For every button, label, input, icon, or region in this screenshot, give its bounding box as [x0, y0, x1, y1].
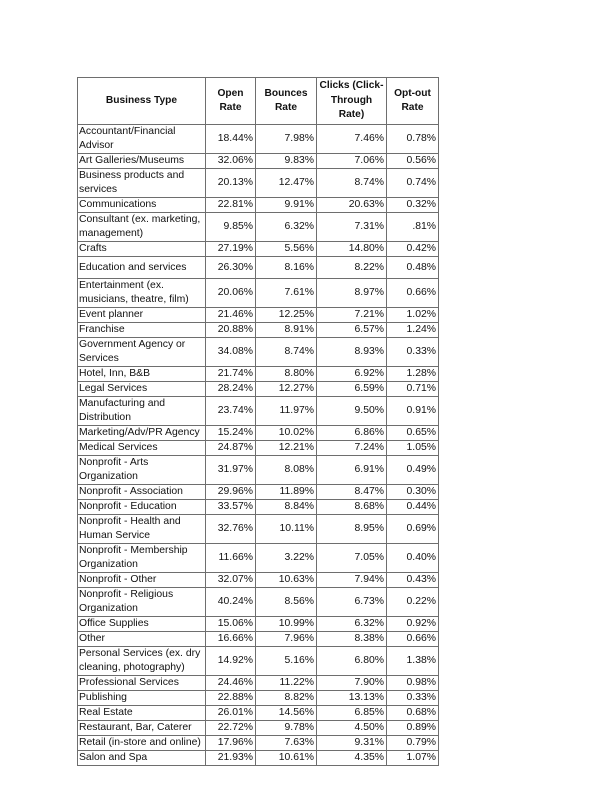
header-clicks-rate: Clicks (Click-Through Rate): [317, 78, 387, 125]
cell-opt-out-rate: 0.89%: [387, 721, 439, 736]
table-row: [78, 456, 439, 485]
cell-bounces-rate: 10.61%: [256, 751, 317, 766]
cell-business-type: Crafts: [78, 242, 206, 257]
cell-clicks-rate: 7.24%: [317, 441, 387, 456]
table-row: [78, 515, 439, 544]
cell-clicks-rate: 8.68%: [317, 500, 387, 515]
cell-opt-out-rate: 0.32%: [387, 198, 439, 213]
table-row: [78, 500, 439, 515]
cell-business-type: Nonprofit - Other: [78, 573, 206, 588]
cell-bounces-rate: 11.22%: [256, 676, 317, 691]
email-rates-table: [77, 77, 439, 766]
cell-open-rate: 32.76%: [206, 515, 256, 544]
cell-opt-out-rate: 0.91%: [387, 397, 439, 426]
cell-open-rate: 22.72%: [206, 721, 256, 736]
cell-open-rate: 22.81%: [206, 198, 256, 213]
table-row: [78, 323, 439, 338]
cell-clicks-rate: 6.85%: [317, 706, 387, 721]
cell-clicks-rate: 7.46%: [317, 125, 387, 154]
cell-clicks-rate: 8.97%: [317, 279, 387, 308]
table-row: [78, 125, 439, 154]
cell-business-type: Salon and Spa: [78, 751, 206, 766]
header-business-type: Business Type: [78, 78, 206, 125]
cell-business-type: Real Estate: [78, 706, 206, 721]
cell-clicks-rate: 8.93%: [317, 338, 387, 367]
table-row: [78, 308, 439, 323]
cell-bounces-rate: 11.89%: [256, 485, 317, 500]
cell-bounces-rate: 8.84%: [256, 500, 317, 515]
cell-clicks-rate: 7.94%: [317, 573, 387, 588]
cell-bounces-rate: 9.78%: [256, 721, 317, 736]
cell-opt-out-rate: .81%: [387, 213, 439, 242]
header-row: [78, 78, 439, 125]
cell-clicks-rate: 6.92%: [317, 367, 387, 382]
cell-open-rate: 18.44%: [206, 125, 256, 154]
table-row: [78, 426, 439, 441]
cell-bounces-rate: 12.47%: [256, 169, 317, 198]
table-row: [78, 257, 439, 279]
cell-bounces-rate: 14.56%: [256, 706, 317, 721]
cell-open-rate: 20.06%: [206, 279, 256, 308]
cell-open-rate: 24.87%: [206, 441, 256, 456]
cell-opt-out-rate: 0.79%: [387, 736, 439, 751]
cell-bounces-rate: 8.82%: [256, 691, 317, 706]
table-body: [78, 125, 439, 766]
cell-opt-out-rate: 1.05%: [387, 441, 439, 456]
cell-open-rate: 34.08%: [206, 338, 256, 367]
cell-opt-out-rate: 0.65%: [387, 426, 439, 441]
cell-bounces-rate: 3.22%: [256, 544, 317, 573]
cell-business-type: Franchise: [78, 323, 206, 338]
table-row: [78, 367, 439, 382]
cell-open-rate: 29.96%: [206, 485, 256, 500]
cell-business-type: Business products and services: [78, 169, 206, 198]
cell-opt-out-rate: 0.98%: [387, 676, 439, 691]
cell-business-type: Retail (in-store and online): [78, 736, 206, 751]
cell-clicks-rate: 8.95%: [317, 515, 387, 544]
cell-clicks-rate: 6.91%: [317, 456, 387, 485]
cell-open-rate: 21.46%: [206, 308, 256, 323]
table-row: [78, 676, 439, 691]
cell-clicks-rate: 7.90%: [317, 676, 387, 691]
table-row: [78, 721, 439, 736]
cell-open-rate: 40.24%: [206, 588, 256, 617]
cell-open-rate: 28.24%: [206, 382, 256, 397]
cell-business-type: Accountant/Financial Advisor: [78, 125, 206, 154]
cell-business-type: Other: [78, 632, 206, 647]
cell-clicks-rate: 6.32%: [317, 617, 387, 632]
cell-clicks-rate: 7.21%: [317, 308, 387, 323]
cell-open-rate: 22.88%: [206, 691, 256, 706]
cell-bounces-rate: 8.74%: [256, 338, 317, 367]
table-row: [78, 632, 439, 647]
cell-opt-out-rate: 0.43%: [387, 573, 439, 588]
cell-opt-out-rate: 0.69%: [387, 515, 439, 544]
cell-clicks-rate: 7.31%: [317, 213, 387, 242]
cell-bounces-rate: 9.91%: [256, 198, 317, 213]
cell-bounces-rate: 11.97%: [256, 397, 317, 426]
cell-opt-out-rate: 1.38%: [387, 647, 439, 676]
table-row: [78, 647, 439, 676]
cell-bounces-rate: 12.21%: [256, 441, 317, 456]
cell-business-type: Art Galleries/Museums: [78, 154, 206, 169]
cell-open-rate: 33.57%: [206, 500, 256, 515]
cell-bounces-rate: 5.16%: [256, 647, 317, 676]
table-row: [78, 338, 439, 367]
cell-clicks-rate: 4.50%: [317, 721, 387, 736]
cell-bounces-rate: 8.16%: [256, 257, 317, 279]
cell-open-rate: 11.66%: [206, 544, 256, 573]
cell-opt-out-rate: 1.02%: [387, 308, 439, 323]
cell-open-rate: 24.46%: [206, 676, 256, 691]
cell-opt-out-rate: 0.44%: [387, 500, 439, 515]
cell-clicks-rate: 6.73%: [317, 588, 387, 617]
header-opt-out-rate: Opt-out Rate: [387, 78, 439, 125]
table-row: [78, 544, 439, 573]
cell-business-type: Communications: [78, 198, 206, 213]
cell-business-type: Nonprofit - Religious Organization: [78, 588, 206, 617]
cell-bounces-rate: 10.63%: [256, 573, 317, 588]
cell-opt-out-rate: 0.92%: [387, 617, 439, 632]
cell-clicks-rate: 8.74%: [317, 169, 387, 198]
table-row: [78, 617, 439, 632]
cell-business-type: Personal Services (ex. dry cleaning, photography): [78, 647, 206, 676]
cell-bounces-rate: 6.32%: [256, 213, 317, 242]
cell-clicks-rate: 6.57%: [317, 323, 387, 338]
cell-bounces-rate: 8.08%: [256, 456, 317, 485]
cell-open-rate: 9.85%: [206, 213, 256, 242]
cell-bounces-rate: 5.56%: [256, 242, 317, 257]
cell-open-rate: 32.07%: [206, 573, 256, 588]
table-row: [78, 441, 439, 456]
table-row: [78, 154, 439, 169]
cell-business-type: Government Agency or Services: [78, 338, 206, 367]
header-bounces-rate: Bounces Rate: [256, 78, 317, 125]
cell-clicks-rate: 14.80%: [317, 242, 387, 257]
cell-business-type: Medical Services: [78, 441, 206, 456]
cell-clicks-rate: 6.80%: [317, 647, 387, 676]
table-row: [78, 736, 439, 751]
cell-clicks-rate: 4.35%: [317, 751, 387, 766]
cell-clicks-rate: 7.05%: [317, 544, 387, 573]
cell-open-rate: 26.01%: [206, 706, 256, 721]
cell-open-rate: 31.97%: [206, 456, 256, 485]
cell-clicks-rate: 13.13%: [317, 691, 387, 706]
table-row: [78, 213, 439, 242]
table-row: [78, 588, 439, 617]
cell-opt-out-rate: 0.33%: [387, 691, 439, 706]
table-row: [78, 691, 439, 706]
table-row: [78, 706, 439, 721]
cell-opt-out-rate: 0.42%: [387, 242, 439, 257]
cell-bounces-rate: 12.25%: [256, 308, 317, 323]
cell-business-type: Entertainment (ex. musicians, theatre, film): [78, 279, 206, 308]
cell-opt-out-rate: 0.66%: [387, 632, 439, 647]
cell-clicks-rate: 7.06%: [317, 154, 387, 169]
cell-business-type: Hotel, Inn, B&B: [78, 367, 206, 382]
cell-bounces-rate: 7.61%: [256, 279, 317, 308]
cell-open-rate: 16.66%: [206, 632, 256, 647]
cell-clicks-rate: 6.59%: [317, 382, 387, 397]
cell-bounces-rate: 12.27%: [256, 382, 317, 397]
table-header: [78, 78, 439, 125]
cell-open-rate: 17.96%: [206, 736, 256, 751]
cell-business-type: Nonprofit - Arts Organization: [78, 456, 206, 485]
cell-open-rate: 14.92%: [206, 647, 256, 676]
table-row: [78, 397, 439, 426]
cell-opt-out-rate: 1.07%: [387, 751, 439, 766]
cell-business-type: Event planner: [78, 308, 206, 323]
cell-open-rate: 20.13%: [206, 169, 256, 198]
cell-clicks-rate: 9.31%: [317, 736, 387, 751]
cell-business-type: Education and services: [78, 257, 206, 279]
cell-business-type: Nonprofit - Membership Organization: [78, 544, 206, 573]
table-row: [78, 751, 439, 766]
cell-clicks-rate: 9.50%: [317, 397, 387, 426]
cell-clicks-rate: 6.86%: [317, 426, 387, 441]
cell-business-type: Nonprofit - Education: [78, 500, 206, 515]
cell-opt-out-rate: 0.48%: [387, 257, 439, 279]
cell-opt-out-rate: 0.68%: [387, 706, 439, 721]
table-row: [78, 279, 439, 308]
cell-open-rate: 27.19%: [206, 242, 256, 257]
cell-opt-out-rate: 0.33%: [387, 338, 439, 367]
cell-business-type: Manufacturing and Distribution: [78, 397, 206, 426]
cell-opt-out-rate: 0.66%: [387, 279, 439, 308]
cell-business-type: Legal Services: [78, 382, 206, 397]
cell-open-rate: 15.24%: [206, 426, 256, 441]
cell-business-type: Nonprofit - Health and Human Service: [78, 515, 206, 544]
cell-bounces-rate: 10.99%: [256, 617, 317, 632]
cell-open-rate: 26.30%: [206, 257, 256, 279]
cell-opt-out-rate: 0.71%: [387, 382, 439, 397]
cell-bounces-rate: 7.98%: [256, 125, 317, 154]
cell-opt-out-rate: 0.22%: [387, 588, 439, 617]
cell-opt-out-rate: 0.74%: [387, 169, 439, 198]
cell-bounces-rate: 7.63%: [256, 736, 317, 751]
cell-business-type: Publishing: [78, 691, 206, 706]
cell-opt-out-rate: 0.40%: [387, 544, 439, 573]
table-row: [78, 198, 439, 213]
cell-business-type: Restaurant, Bar, Caterer: [78, 721, 206, 736]
cell-clicks-rate: 8.38%: [317, 632, 387, 647]
table-row: [78, 382, 439, 397]
cell-bounces-rate: 8.56%: [256, 588, 317, 617]
table-row: [78, 485, 439, 500]
cell-clicks-rate: 8.22%: [317, 257, 387, 279]
table-row: [78, 242, 439, 257]
cell-opt-out-rate: 0.30%: [387, 485, 439, 500]
cell-open-rate: 32.06%: [206, 154, 256, 169]
cell-open-rate: 21.93%: [206, 751, 256, 766]
cell-opt-out-rate: 0.78%: [387, 125, 439, 154]
cell-business-type: Office Supplies: [78, 617, 206, 632]
cell-business-type: Marketing/Adv/PR Agency: [78, 426, 206, 441]
cell-business-type: Nonprofit - Association: [78, 485, 206, 500]
cell-open-rate: 21.74%: [206, 367, 256, 382]
cell-business-type: Consultant (ex. marketing, management): [78, 213, 206, 242]
cell-bounces-rate: 10.11%: [256, 515, 317, 544]
cell-opt-out-rate: 1.28%: [387, 367, 439, 382]
header-open-rate: Open Rate: [206, 78, 256, 125]
cell-bounces-rate: 7.96%: [256, 632, 317, 647]
cell-opt-out-rate: 0.56%: [387, 154, 439, 169]
cell-open-rate: 20.88%: [206, 323, 256, 338]
cell-bounces-rate: 8.80%: [256, 367, 317, 382]
table-row: [78, 169, 439, 198]
cell-bounces-rate: 10.02%: [256, 426, 317, 441]
cell-clicks-rate: 8.47%: [317, 485, 387, 500]
cell-business-type: Professional Services: [78, 676, 206, 691]
cell-opt-out-rate: 0.49%: [387, 456, 439, 485]
cell-opt-out-rate: 1.24%: [387, 323, 439, 338]
table-row: [78, 573, 439, 588]
cell-bounces-rate: 8.91%: [256, 323, 317, 338]
cell-clicks-rate: 20.63%: [317, 198, 387, 213]
cell-bounces-rate: 9.83%: [256, 154, 317, 169]
cell-open-rate: 23.74%: [206, 397, 256, 426]
cell-open-rate: 15.06%: [206, 617, 256, 632]
